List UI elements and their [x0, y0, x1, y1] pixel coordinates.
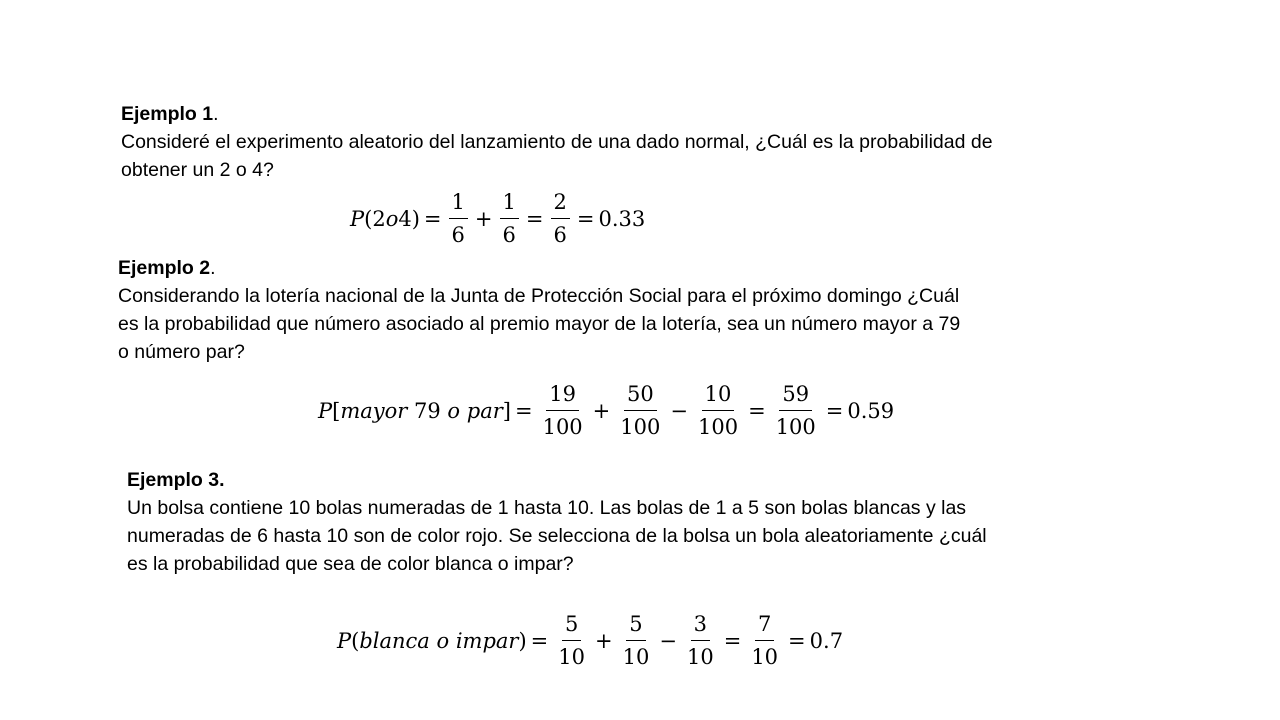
formula-3-fraction-3: $\frac{3}{10}$	[686, 612, 714, 669]
example-2-line-2: es la probabilidad que número asociado al premio mayor de la lotería, sea un número mayor a 79	[118, 313, 961, 335]
formula-2-fraction-3: $\frac{10}{100}$	[697, 382, 739, 439]
formula-1-lhs-var: P	[350, 207, 365, 231]
example-3-formula: P ( blanca o impar ) = $\frac{5}{10}$ + $\frac{5}{10}$ − $\frac{3}{10}$ = $\frac{7}{10}$ = 0.7	[337, 612, 844, 669]
formula-2-fraction-2: $\frac{50}{100}$	[620, 382, 661, 439]
formula-2-fraction-1: $\frac{19}{100}$	[542, 382, 583, 439]
formula-2-fraction-4: $\frac{59}{100}$	[775, 382, 816, 439]
example-2-formula: P [ mayor 79 o par ] = $\frac{19}{100}$ + $\frac{50}{100}$ − $\frac{10}{100}$ = $\frac{59}{100}$ = 0.59	[318, 382, 895, 439]
example-1-line-2: obtener un 2 o 4?	[121, 159, 274, 181]
formula-3-fraction-2: $\frac{5}{10}$	[622, 612, 650, 669]
example-1	[121, 100, 1181, 184]
formula-3-lhs-var: P	[337, 629, 352, 653]
example-3-title: Ejemplo 3.	[127, 469, 225, 491]
example-1-title: Ejemplo 1.	[121, 103, 219, 125]
example-2	[118, 254, 1178, 366]
formula-2-result: 0.59	[847, 399, 895, 423]
example-2-title: Ejemplo 2.	[118, 257, 216, 279]
example-3	[127, 466, 1187, 578]
example-1-line-1: Consideré el experimento aleatorio del lanzamiento de una dado normal, ¿Cuál es la probabilidad de	[121, 131, 993, 153]
formula-3-result: 0.7	[809, 629, 844, 653]
example-3-line-1: Un bolsa contiene 10 bolas numeradas de 1 hasta 10. Las bolas de 1 a 5 son bolas blancas y las	[127, 497, 967, 519]
formula-1-fraction-1: $\frac{1}{6}$	[449, 192, 468, 246]
example-2-line-1: Considerando la lotería nacional de la Junta de Protección Social para el próximo domingo ¿Cuál	[118, 285, 960, 307]
example-3-line-3: es la probabilidad que sea de color blanca o impar?	[127, 553, 574, 575]
example-3-line-2: numeradas de 6 hasta 10 son de color rojo. Se selecciona de la bolsa un bola aleatoriamente ¿cuál	[127, 525, 987, 547]
formula-1-fraction-2: $\frac{1}{6}$	[500, 192, 519, 246]
formula-3-fraction-1: $\frac{5}{10}$	[558, 612, 586, 669]
example-1-formula: P (2 o 4) = $\frac{1}{6}$ + $\frac{1}{6}$ = $\frac{2}{6}$ = 0.33	[350, 190, 646, 247]
formula-2-lhs-var: P	[318, 399, 333, 423]
formula-1-fraction-3: $\frac{2}{6}$	[551, 192, 570, 246]
example-2-line-3: o número par?	[118, 341, 245, 363]
formula-3-fraction-4: $\frac{7}{10}$	[751, 612, 779, 669]
formula-1-result: 0.33	[598, 207, 646, 231]
